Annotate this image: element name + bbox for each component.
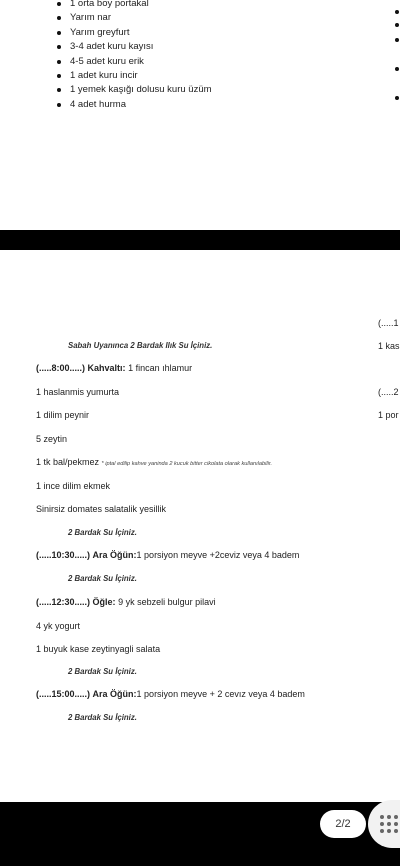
list-item: 4-5 adet kuru erik: [70, 55, 212, 69]
list-item: Yarım nar: [70, 11, 212, 25]
lunch-item: 4 yk yogurt: [36, 621, 81, 631]
snack2-text: 1 porsiyon meyve + 2 cevız veya 4 badem: [136, 689, 305, 699]
lunch-line: [36, 597, 216, 607]
list-item: 3-4 adet kuru kayısı: [70, 40, 212, 54]
breakfast-first-item: 1 fincan ıhlamur: [128, 363, 193, 373]
snack1-time: (.....10:30.....): [36, 550, 91, 560]
breakfast-time: (.....8:00.....): [36, 363, 86, 373]
lunch-label: Öğle:: [92, 597, 116, 607]
lunch-text: 9 yk sebzeli bulgur pilavi: [118, 597, 216, 607]
list-item: 1 yemek kaşığı dolusu kuru üzüm: [70, 83, 212, 97]
breakfast-line: [36, 363, 192, 373]
bread-item: 1 ince dilim ekmek: [36, 481, 111, 491]
breakfast-label: Kahvaltı:: [87, 363, 126, 373]
water-note: 2 Bardak Su İçiniz.: [68, 667, 137, 676]
right-col-text: 1 kas: [378, 341, 400, 351]
snack1-line: [36, 550, 299, 560]
cut-off-bullet: [395, 10, 399, 14]
page-gap: [0, 230, 400, 250]
breakfast-item: 5 zeytin: [36, 434, 68, 444]
grid-dots-icon: [380, 815, 398, 833]
fruit-bullet-list: [70, 0, 212, 112]
breakfast-item: 1 haslanmis yumurta: [36, 387, 120, 397]
water-note: 2 Bardak Su İçiniz.: [68, 528, 137, 537]
cut-off-bullet: [395, 38, 399, 42]
honey-line: [36, 457, 272, 467]
snack1-label: Ara Öğün:: [92, 550, 137, 560]
honey-note: * iptal edilip kahve yaninda 2 kucuk bitter cikolata olarak kullanılabilir.: [101, 461, 273, 467]
right-col-text: (.....2: [378, 387, 399, 397]
snack2-time: (.....15:00.....): [36, 689, 91, 699]
right-col-text: (.....1: [378, 318, 399, 328]
list-item: 1 adet kuru incir: [70, 69, 212, 83]
salad-item: Sinirsiz domates salatalik yesillik: [36, 504, 167, 514]
list-item: Yarım greyfurt: [70, 26, 212, 40]
snack2-line: [36, 689, 305, 699]
water-note: 2 Bardak Su İçiniz.: [68, 713, 137, 722]
lunch-time: (.....12:30.....): [36, 597, 91, 607]
lunch-item: 1 buyuk kase zeytinyagli salata: [36, 644, 161, 654]
list-item: 4 adet hurma: [70, 98, 212, 112]
list-item: 1 orta boy portakal: [70, 0, 212, 11]
morning-water-note: Sabah Uyanınca 2 Bardak Ilık Su İçiniz.: [68, 341, 213, 350]
cut-off-bullet: [395, 96, 399, 100]
page-indicator[interactable]: 2/2: [320, 810, 366, 838]
right-col-text: 1 por: [378, 410, 399, 420]
document-page-1: [0, 0, 400, 230]
cut-off-bullet: [395, 23, 399, 27]
honey-item: 1 tk bal/pekmez: [36, 457, 100, 467]
water-note: 2 Bardak Su İçiniz.: [68, 574, 137, 583]
snack1-text: 1 porsiyon meyve +2ceviz veya 4 badem: [136, 550, 300, 560]
breakfast-item: 1 dilim peynir: [36, 410, 90, 420]
cut-off-bullet: [395, 67, 399, 71]
snack2-label: Ara Öğün:: [92, 689, 137, 699]
document-page-2: [0, 250, 400, 802]
